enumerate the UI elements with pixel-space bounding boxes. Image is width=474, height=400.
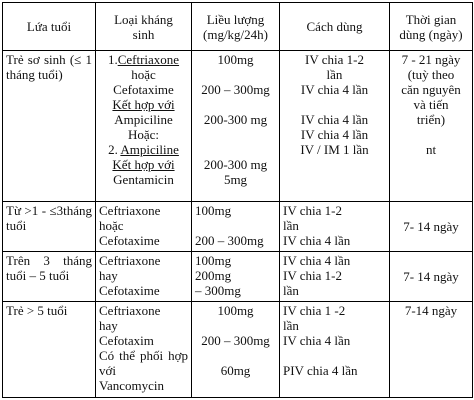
cell-dose: 100mg 200 – 300mg bbox=[192, 202, 280, 252]
cell-dose: 100mg 200 – 300mg 60mg bbox=[192, 302, 280, 398]
cell-age: Trẻ sơ sinh (≤ 1 tháng tuổi) bbox=[3, 51, 96, 202]
cell-duration: 7- 14 ngày bbox=[390, 252, 473, 302]
cell-antibiotic: 1.Ceftriaxone hoặc Cefotaxime Kết hợp với Ampiciline Hoặc: 2. Ampiciline Kết hợp với Gentamicin bbox=[96, 51, 192, 202]
header-antibiotic: Loại kháng sinh bbox=[96, 3, 192, 51]
cell-duration: 7 - 21 ngày (tuỳ theo căn nguyên và tiến triển) nt bbox=[390, 51, 473, 202]
cell-duration: 7-14 ngày bbox=[390, 302, 473, 398]
table-row bbox=[3, 51, 473, 202]
cell-usage: IV chia 1 -2 lần IV chia 4 lần PIV chia 4 lần bbox=[280, 302, 390, 398]
header-row bbox=[3, 3, 473, 51]
header-usage: Cách dùng bbox=[280, 3, 390, 51]
table-row bbox=[3, 202, 473, 252]
cell-age: Trên 3 tháng tuổi – 5 tuổi bbox=[3, 252, 96, 302]
cell-usage: IV chia 4 lần IV chia 1-2 lần bbox=[280, 252, 390, 302]
cell-dose: 100mg 200 – 300mg 200-300 mg 200-300 mg 5mg bbox=[192, 51, 280, 202]
cell-dose: 100mg 200mg – 300mg bbox=[192, 252, 280, 302]
cell-usage: IV chia 1-2 lần IV chia 4 lần bbox=[280, 202, 390, 252]
cell-age: Trẻ > 5 tuổi bbox=[3, 302, 96, 398]
cell-antibiotic: Ceftriaxone hoặc Cefotaxime bbox=[96, 202, 192, 252]
header-duration: Thời gian dùng (ngày) bbox=[390, 3, 473, 51]
table-row bbox=[3, 302, 473, 398]
cell-antibiotic: Ceftriaxone hay Cefotaxime bbox=[96, 252, 192, 302]
cell-usage: IV chia 1-2 lần IV chia 4 lần IV chia 4 lần IV chia 4 lần IV / IM 1 lần bbox=[280, 51, 390, 202]
table-row bbox=[3, 252, 473, 302]
header-age: Lứa tuổi bbox=[3, 3, 96, 51]
cell-antibiotic: Ceftriaxone hay Cefotaxim Có thể phối hợp với Vancomycin bbox=[96, 302, 192, 398]
dosage-table bbox=[2, 2, 473, 398]
cell-age: Từ >1 - ≤3tháng tuổi bbox=[3, 202, 96, 252]
cell-duration: 7- 14 ngày bbox=[390, 202, 473, 252]
header-dose: Liều lượng (mg/kg/24h) bbox=[192, 3, 280, 51]
